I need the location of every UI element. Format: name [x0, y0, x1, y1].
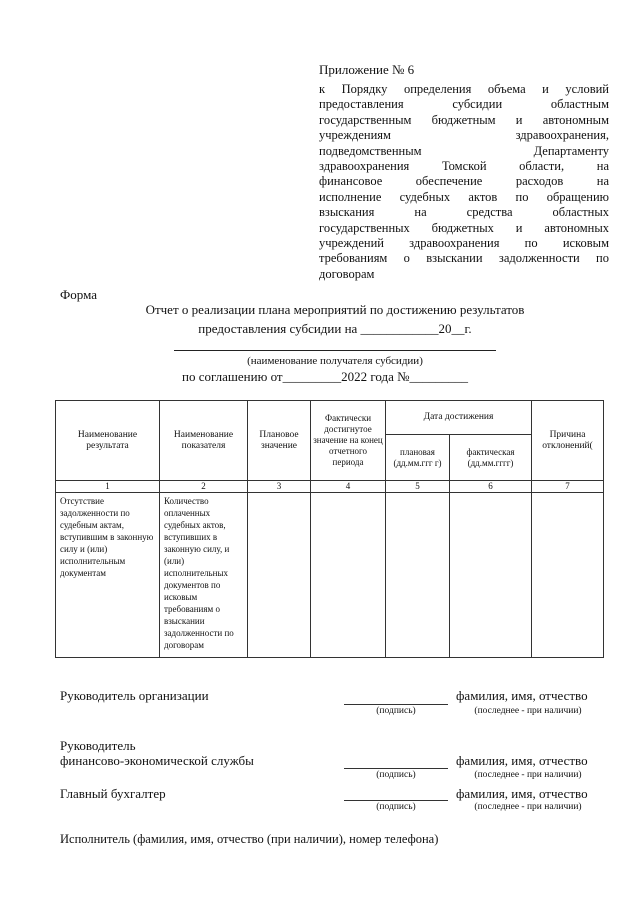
column-number: 4 — [311, 481, 386, 493]
accountant-signature-line[interactable] — [344, 800, 448, 801]
header-achievement-date: Дата достижения — [386, 401, 532, 435]
column-number: 1 — [56, 481, 160, 493]
appendix-line: исполнение судебных актов по обращению — [319, 189, 609, 204]
appendix-line: учреждениям здравоохранения, — [319, 128, 609, 143]
header-date-planned: плановая (дд.мм.ггг г) — [386, 435, 450, 481]
header-planned-value: Плановое значение — [248, 401, 311, 481]
agreement-line: по соглашению от_________2022 года №_________ — [182, 369, 468, 384]
head-label: Руководитель организации — [60, 688, 209, 703]
appendix-line: требованиям о взыскании задолженности по — [319, 251, 609, 266]
cell-result: Отсутствие задолженности по судебным актам, вступившим в законную силу и (или) исполнительным документам — [56, 493, 160, 658]
recipient-caption: (наименование получателя субсидии) — [247, 355, 423, 367]
finance-signature-caption: (подпись) — [376, 770, 416, 780]
column-number: 3 — [248, 481, 311, 493]
cell-actual[interactable] — [311, 493, 386, 658]
appendix-line: договорам — [319, 266, 375, 281]
appendix-line: финансовое обеспечение расходов на — [319, 174, 609, 189]
appendix-line: здравоохранения Томской области, на — [319, 158, 609, 173]
head-name-caption: (последнее - при наличии) — [474, 706, 582, 716]
head-signature-line[interactable] — [344, 704, 448, 705]
report-table — [55, 400, 604, 658]
executor-line: Исполнитель (фамилия, имя, отчество (при наличии), номер телефона) — [60, 832, 439, 846]
column-number: 6 — [450, 481, 532, 493]
cell-date-actual[interactable] — [450, 493, 532, 658]
appendix-line: предоставления субсидии областным — [319, 97, 609, 112]
head-signature-caption: (подпись) — [376, 706, 416, 716]
appendix-line: государственных бюджетных и автономных — [319, 220, 609, 235]
report-subtitle: предоставления субсидии на ____________20__г. — [198, 321, 472, 336]
cell-planned[interactable] — [248, 493, 311, 658]
appendix-line: подведомственным Департаменту — [319, 143, 609, 158]
appendix-title: Приложение № 6 — [319, 62, 415, 77]
accountant-name-caption: (последнее - при наличии) — [474, 802, 582, 812]
finance-label-line1: Руководитель — [60, 738, 136, 753]
finance-label-line2: финансово-экономической службы — [60, 753, 254, 768]
finance-signature-line[interactable] — [344, 768, 448, 769]
form-label: Форма — [60, 287, 97, 302]
column-number: 5 — [386, 481, 450, 493]
accountant-label: Главный бухгалтер — [60, 786, 166, 801]
header-date-actual: фактическая (дд.мм.гггг) — [450, 435, 532, 481]
cell-date-planned[interactable] — [386, 493, 450, 658]
header-reason: Причина отклонений( — [532, 401, 604, 481]
header-indicator-name: Наименование показателя — [160, 401, 248, 481]
column-number: 7 — [532, 481, 604, 493]
appendix-line: государственным бюджетным и автономным — [319, 112, 609, 127]
table-row — [56, 493, 604, 658]
report-title: Отчет о реализации плана мероприятий по достижению результатов — [145, 302, 525, 317]
accountant-signature-caption: (подпись) — [376, 802, 416, 812]
finance-name: фамилия, имя, отчество — [456, 753, 588, 768]
column-number: 2 — [160, 481, 248, 493]
appendix-line: к Порядку определения объема и условий — [319, 82, 609, 96]
appendix-line: учреждений здравоохранения по исковым — [319, 235, 609, 250]
head-name: фамилия, имя, отчество — [456, 688, 588, 703]
header-result-name: Наименование результата — [56, 401, 160, 481]
cell-reason[interactable] — [532, 493, 604, 658]
recipient-blank-line — [174, 350, 496, 351]
finance-name-caption: (последнее - при наличии) — [474, 770, 582, 780]
appendix-line: взыскания на средства областных — [319, 205, 609, 220]
accountant-name: фамилия, имя, отчество — [456, 786, 588, 801]
appendix-text — [319, 82, 609, 282]
cell-indicator: Количество оплаченных судебных актов, вступивших в законную силу, и (или) исполнительных документов по исковым требованиям о взыскании задолженности по договорам — [160, 493, 248, 658]
header-actual-value: Фактически достигнутое значение на конец отчетного периода — [311, 401, 386, 481]
